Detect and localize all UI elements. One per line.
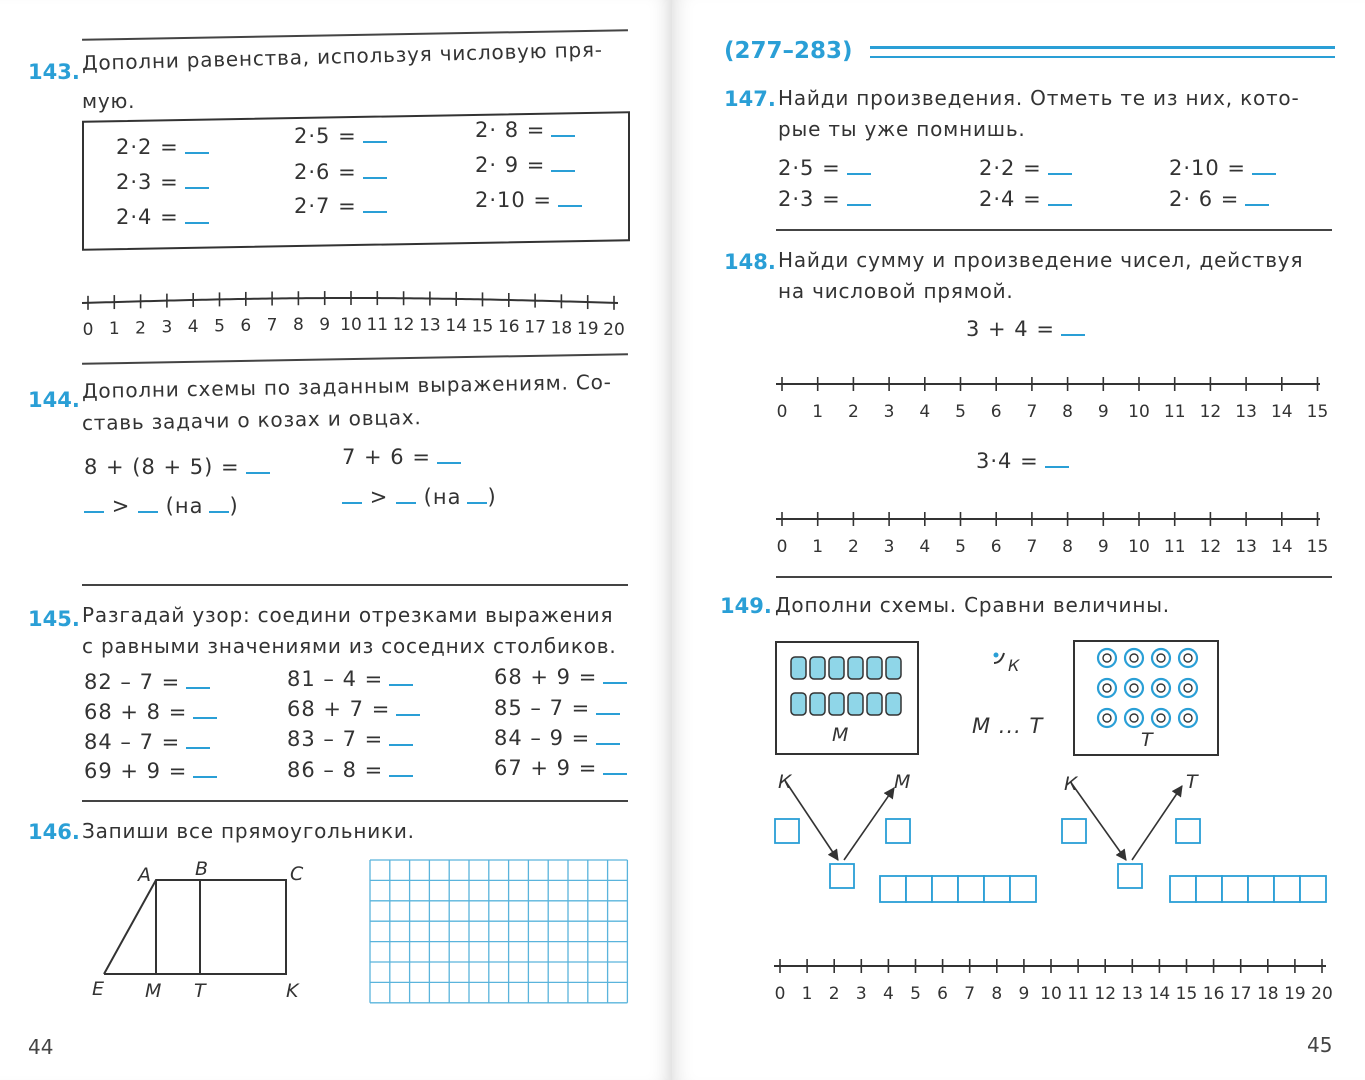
ex149-numberline-tick-label-13: 13 — [1121, 984, 1144, 1004]
ex148-sum-numberline-tick-label-10: 10 — [1128, 402, 1150, 422]
ex149-numberline-tick-label-16: 16 — [1202, 984, 1225, 1004]
ring — [1098, 649, 1116, 667]
ex149-number-line — [770, 952, 1340, 1008]
ex148-product-numberline-tick-label-7: 7 — [1026, 537, 1038, 557]
ex145-instruction-line2: с равными значениями из соседних столбиков. — [82, 634, 617, 658]
ex143-numberline-tick-label-9: 9 — [319, 315, 331, 336]
ex144-instruction-line1: Дополни схемы по заданным выражениям. Со- — [81, 369, 612, 403]
ex149-scheme2-center-box[interactable] — [1118, 864, 1142, 888]
ex148-sum-numberline-tick-label-2: 2 — [847, 402, 859, 422]
ex145-col2-1[interactable]: 81 – 4 = — [287, 667, 413, 691]
ex147-number: 147. — [724, 87, 776, 111]
ex148-product-numberline-tick-label-12: 12 — [1199, 537, 1222, 557]
ex143-number-line — [80, 285, 640, 345]
ex145-col2-4[interactable]: 86 – 8 = — [287, 758, 413, 782]
ex149-numberline-tick-label-14: 14 — [1148, 984, 1171, 1004]
ring — [1152, 649, 1170, 667]
ex148-instruction-line1: Найди сумму и произведение чисел, действуя — [778, 248, 1304, 272]
ring-core — [1157, 714, 1165, 722]
ex143-instruction-line1: Дополни равенства, используя числовую пря- — [81, 37, 604, 75]
ring — [1179, 679, 1197, 697]
ring-core — [1184, 714, 1192, 722]
header-rule-top — [870, 46, 1335, 49]
ex149-scheme2-bar-cell[interactable] — [1170, 876, 1196, 902]
ex149-scheme1-bar-cell[interactable] — [880, 876, 906, 902]
ex145-col3-1[interactable]: 68 + 9 = — [494, 665, 627, 689]
header-rule-bottom — [870, 56, 1335, 58]
ex148-product-numberline-tick-label-0: 0 — [776, 537, 788, 557]
ex143-numberline-tick-label-20: 20 — [603, 319, 625, 340]
lesson-range-header: (277–283) — [724, 38, 853, 64]
ex145-col1-3[interactable]: 84 – 7 = — [84, 730, 210, 754]
ex148-sum-numberline-tick-label-11: 11 — [1163, 402, 1186, 422]
ex146-vertex-a: A — [138, 864, 151, 886]
ex143-numberline-tick-label-4: 4 — [187, 316, 199, 337]
ex143-eq-2-2[interactable]: 2·6 = — [294, 160, 387, 184]
ex149-scheme1-bar-cell[interactable] — [932, 876, 958, 902]
ex143-numberline-tick-label-3: 3 — [161, 317, 173, 338]
ring — [1098, 709, 1116, 727]
ring — [1125, 649, 1143, 667]
ex149-numberline-tick-label-0: 0 — [774, 984, 786, 1004]
ex146-vertex-c: C — [290, 863, 304, 885]
ring — [1098, 679, 1116, 697]
ex148-product-numberline-tick-label-8: 8 — [1062, 537, 1074, 557]
ex149-numberline-tick-label-7: 7 — [964, 984, 976, 1004]
ex149-scheme2-k-label: К — [1064, 773, 1078, 795]
ex149-scheme2-bar-cell[interactable] — [1248, 876, 1274, 902]
ex149-scheme1-bar-cell[interactable] — [1010, 876, 1036, 902]
ex148-product-numberline-tick-label-1: 1 — [812, 537, 824, 557]
ex148-product-numberline-tick-label-11: 11 — [1163, 537, 1186, 557]
ex148-product-numberline-tick-label-14: 14 — [1270, 537, 1293, 557]
ex148-product-numberline-tick-label-4: 4 — [919, 537, 931, 557]
ex148-sum-numberline-tick-label-9: 9 — [1097, 402, 1109, 422]
ex149-numberline-tick-label-18: 18 — [1256, 984, 1279, 1004]
ex148-sum-numberline-tick-label-13: 13 — [1235, 402, 1257, 422]
ex144-instruction-line2: ставь задачи о козах и овцах. — [81, 405, 422, 435]
ex145-col1-4[interactable]: 69 + 9 = — [84, 759, 217, 783]
ex148-sum-numberline-tick-label-6: 6 — [990, 402, 1002, 422]
tile — [791, 657, 806, 679]
ex143-numberline-axis — [82, 298, 618, 303]
ex143-number: 143. — [28, 60, 80, 84]
ex149-numberline-tick-label-4: 4 — [882, 984, 894, 1004]
ex148-sum-numberline-tick-label-15: 15 — [1306, 402, 1329, 422]
ring-core — [1130, 714, 1138, 722]
ex149-tile-set — [777, 643, 917, 733]
ex143-eq-1-1[interactable]: 2·2 = — [116, 135, 209, 159]
ex149-center-k: К — [1008, 656, 1020, 675]
ex148-sum-numberline-tick-label-8: 8 — [1062, 402, 1074, 422]
ex149-numberline-tick-label-12: 12 — [1094, 984, 1117, 1004]
ring-core — [1130, 684, 1138, 692]
ex145-col3-2[interactable]: 85 – 7 = — [494, 696, 620, 720]
ex148-product-numberline-tick-label-9: 9 — [1097, 537, 1109, 557]
ex148-top-rule — [776, 229, 1332, 231]
ex149-compare[interactable]: М ... Т — [972, 714, 1044, 738]
ex146-vertex-t: T — [194, 980, 206, 1002]
ex144-number: 144. — [28, 388, 80, 412]
ex149-scheme2-bar-cell[interactable] — [1196, 876, 1222, 902]
ring — [1125, 679, 1143, 697]
ex145-col3-4[interactable]: 67 + 9 = — [494, 756, 627, 780]
ex148-sum-numberline-tick-label-3: 3 — [883, 402, 895, 422]
ex143-numberline-tick-label-6: 6 — [240, 315, 252, 336]
ex146-vertex-m: M — [145, 980, 162, 1002]
ex146-figure-outline — [104, 880, 286, 974]
ex149-numberline-tick-label-3: 3 — [855, 984, 867, 1004]
ring-core — [1157, 654, 1165, 662]
ex149-scheme2-bar-cell[interactable] — [1300, 876, 1326, 902]
ex143-eq-3-2[interactable]: 2· 9 = — [475, 153, 575, 177]
ring-core — [1157, 684, 1165, 692]
ex149-scheme1-bar-cell[interactable] — [984, 876, 1010, 902]
ex145-col1-2[interactable]: 68 + 8 = — [84, 700, 217, 724]
ex147-eq-2-2[interactable]: 2·4 = — [979, 187, 1072, 211]
ex145-col3-3[interactable]: 84 – 9 = — [494, 726, 620, 750]
ex143-instruction-line2: мую. — [82, 89, 136, 113]
ex148-sum-numberline-tick-label-7: 7 — [1026, 402, 1038, 422]
ex149-scheme1-k-label: К — [778, 771, 792, 793]
ring — [1152, 679, 1170, 697]
ex149-numberline-tick-label-11: 11 — [1067, 984, 1089, 1004]
tile — [810, 693, 825, 715]
ring-core — [1130, 654, 1138, 662]
ex148-product-numberline-tick-label-10: 10 — [1128, 537, 1150, 557]
ex149-numberline-tick-label-10: 10 — [1040, 984, 1062, 1004]
ex143-numberline-tick-label-7: 7 — [266, 315, 278, 336]
ring-core — [1103, 684, 1111, 692]
ex145-col2-3[interactable]: 83 – 7 = — [287, 727, 413, 751]
ex149-numberline-tick-label-8: 8 — [991, 984, 1003, 1004]
tile — [848, 693, 863, 715]
ex143-eq-3-1[interactable]: 2· 8 = — [475, 118, 575, 142]
ex147-instruction-line1: Найди произведения. Отметь те из них, кото- — [778, 86, 1300, 110]
ex149-numberline-tick-label-1: 1 — [801, 984, 813, 1004]
ex149-numberline-tick-label-6: 6 — [937, 984, 949, 1004]
ex143-numberline-tick-label-2: 2 — [135, 318, 147, 339]
ex143-numberline-tick-label-14: 14 — [445, 315, 468, 336]
ex143-numberline-tick-label-16: 16 — [497, 316, 520, 337]
ex143-numberline-tick-label-17: 17 — [524, 317, 546, 338]
ex143-eq-2-3[interactable]: 2·7 = — [294, 194, 387, 218]
ex149-box-t-label: Т — [1141, 729, 1153, 751]
ex149-numberline-tick-label-5: 5 — [910, 984, 921, 1004]
ex149-top-rule — [776, 576, 1332, 578]
ring-core — [1184, 654, 1192, 662]
ex147-eq-1-2[interactable]: 2·3 = — [778, 187, 871, 211]
ex147-eq-3-2[interactable]: 2· 6 = — [1169, 187, 1269, 211]
ex148-number-line-product — [772, 505, 1342, 561]
ex143-eq-3-3[interactable]: 2·10 = — [475, 188, 582, 212]
ex146-top-rule — [82, 800, 628, 802]
ex146-vertex-e: E — [92, 978, 105, 1000]
ex143-numberline-tick-label-1: 1 — [108, 319, 120, 340]
ex148-product-numberline-tick-label-3: 3 — [883, 537, 895, 557]
ex146-vertex-k: K — [286, 980, 299, 1002]
ex144-expr-2[interactable]: 7 + 6 = — [342, 445, 461, 469]
ex148-sum-numberline-tick-label-0: 0 — [776, 402, 788, 422]
ex149-scheme1-m-label: М — [894, 771, 911, 793]
tile — [886, 657, 901, 679]
right-page-number: 45 — [1307, 1033, 1333, 1057]
ring-core — [1184, 684, 1192, 692]
ex145-col1-1[interactable]: 82 – 7 = — [84, 670, 210, 694]
ex149-scheme2-arrow-t — [1132, 786, 1182, 860]
ex148-sum-numberline-tick-label-5: 5 — [955, 402, 966, 422]
ex143-numberline-tick-label-18: 18 — [550, 318, 573, 339]
ex143-numberline-tick-label-12: 12 — [392, 315, 415, 336]
left-page-number: 44 — [28, 1035, 54, 1059]
ex143-eq-2-1[interactable]: 2·5 = — [294, 124, 387, 148]
ex145-top-rule — [82, 584, 628, 586]
ex148-sum-numberline-tick-label-4: 4 — [919, 402, 931, 422]
ex144-compare-1[interactable]: > (на ) — [84, 494, 239, 518]
ex149-instruction: Дополни схемы. Сравни величины. — [775, 593, 1170, 617]
ex149-numberline-tick-label-2: 2 — [828, 984, 840, 1004]
ex149-schemes — [768, 760, 1338, 910]
ex145-instruction-line1: Разгадай узор: соедини отрезками выражения — [82, 603, 614, 627]
tile — [848, 657, 863, 679]
ex149-scheme2-k-box[interactable] — [1062, 819, 1086, 843]
ex143-numberline-tick-label-10: 10 — [340, 315, 362, 335]
ex146-number: 146. — [28, 820, 80, 844]
ex146-instruction: Запиши все прямоугольники. — [82, 819, 415, 843]
ex143-numberline-tick-label-15: 15 — [471, 316, 494, 337]
ex148-number: 148. — [724, 250, 776, 274]
ex147-instruction-line2: рые ты уже помнишь. — [778, 117, 1026, 141]
ex147-eq-3-1[interactable]: 2·10 = — [1169, 156, 1276, 180]
ex148-sum-numberline-tick-label-1: 1 — [812, 402, 824, 422]
ex149-numberline-tick-label-9: 9 — [1018, 984, 1030, 1004]
ex149-number: 149. — [720, 594, 772, 618]
ring — [1179, 649, 1197, 667]
tile — [867, 693, 882, 715]
tile — [791, 693, 806, 715]
tile — [810, 657, 825, 679]
tile — [867, 657, 882, 679]
ex143-numberline-tick-label-11: 11 — [366, 315, 389, 336]
ex149-box-m-label: М — [832, 724, 849, 746]
ex143-numberline-tick-label-0: 0 — [82, 319, 94, 340]
ex143-eq-1-3[interactable]: 2·4 = — [116, 205, 209, 229]
ex148-product-numberline-tick-label-13: 13 — [1235, 537, 1257, 557]
ex149-scheme2-t-box[interactable] — [1176, 819, 1200, 843]
ex146-answer-grid[interactable] — [368, 858, 632, 1008]
ex143-numberline-tick-label-13: 13 — [419, 315, 441, 336]
ex143-eq-1-2[interactable]: 2·3 = — [116, 170, 209, 194]
ex149-scheme1-bar-cell[interactable] — [906, 876, 932, 902]
ex143-numberline-tick-label-8: 8 — [292, 315, 304, 336]
ex148-number-line-sum — [772, 370, 1342, 426]
ex148-sum-numberline-tick-label-14: 14 — [1270, 402, 1293, 422]
ex149-scheme2-t-label: Т — [1186, 771, 1198, 793]
ex143-numberline-tick-label-5: 5 — [214, 316, 225, 337]
ex148-sum-numberline-tick-label-12: 12 — [1199, 402, 1222, 422]
ex148-sum-expr[interactable]: 3 + 4 = — [966, 317, 1085, 341]
ex148-product-expr[interactable]: 3·4 = — [976, 449, 1069, 473]
tile — [829, 657, 844, 679]
ex149-numberline-tick-label-17: 17 — [1229, 984, 1252, 1004]
ring-core — [1103, 714, 1111, 722]
ex144-expr-1[interactable]: 8 + (8 + 5) = — [84, 455, 270, 479]
ex149-ring-set — [1075, 642, 1217, 742]
ex148-product-numberline-tick-label-2: 2 — [847, 537, 859, 557]
ex149-numberline-tick-label-20: 20 — [1311, 984, 1333, 1004]
ex149-numberline-tick-label-15: 15 — [1175, 984, 1198, 1004]
ex143-numberline-tick-label-19: 19 — [576, 319, 599, 340]
ex148-product-numberline-tick-label-15: 15 — [1306, 537, 1329, 557]
ex148-instruction-line2: на числовой прямой. — [778, 279, 1014, 303]
ex149-scheme1-center-box[interactable] — [830, 864, 854, 888]
ex144-compare-2[interactable]: > (на ) — [342, 485, 497, 509]
ex147-eq-1-1[interactable]: 2·5 = — [778, 156, 871, 180]
tile — [829, 693, 844, 715]
right-page — [672, 0, 1365, 1080]
ex149-scheme1-m-box[interactable] — [886, 819, 910, 843]
ex149-numberline-tick-label-19: 19 — [1284, 984, 1306, 1004]
ex149-scheme1-bar-cell[interactable] — [958, 876, 984, 902]
tile — [886, 693, 901, 715]
ex148-product-numberline-tick-label-5: 5 — [955, 537, 966, 557]
ex149-scheme2-bar-cell[interactable] — [1274, 876, 1300, 902]
ex145-number: 145. — [28, 607, 80, 631]
ring — [1179, 709, 1197, 727]
ring — [1152, 709, 1170, 727]
ex149-scheme1-k-box[interactable] — [775, 819, 799, 843]
ring — [1125, 709, 1143, 727]
ex147-eq-2-1[interactable]: 2·2 = — [979, 156, 1072, 180]
ex145-col2-2[interactable]: 68 + 7 = — [287, 697, 420, 721]
ex149-scheme2-bar-cell[interactable] — [1222, 876, 1248, 902]
left-page — [0, 0, 672, 1080]
ex146-vertex-b: B — [195, 858, 209, 880]
ring-core — [1103, 654, 1111, 662]
ex148-product-numberline-tick-label-6: 6 — [990, 537, 1002, 557]
ex144-top-rule — [82, 353, 628, 365]
